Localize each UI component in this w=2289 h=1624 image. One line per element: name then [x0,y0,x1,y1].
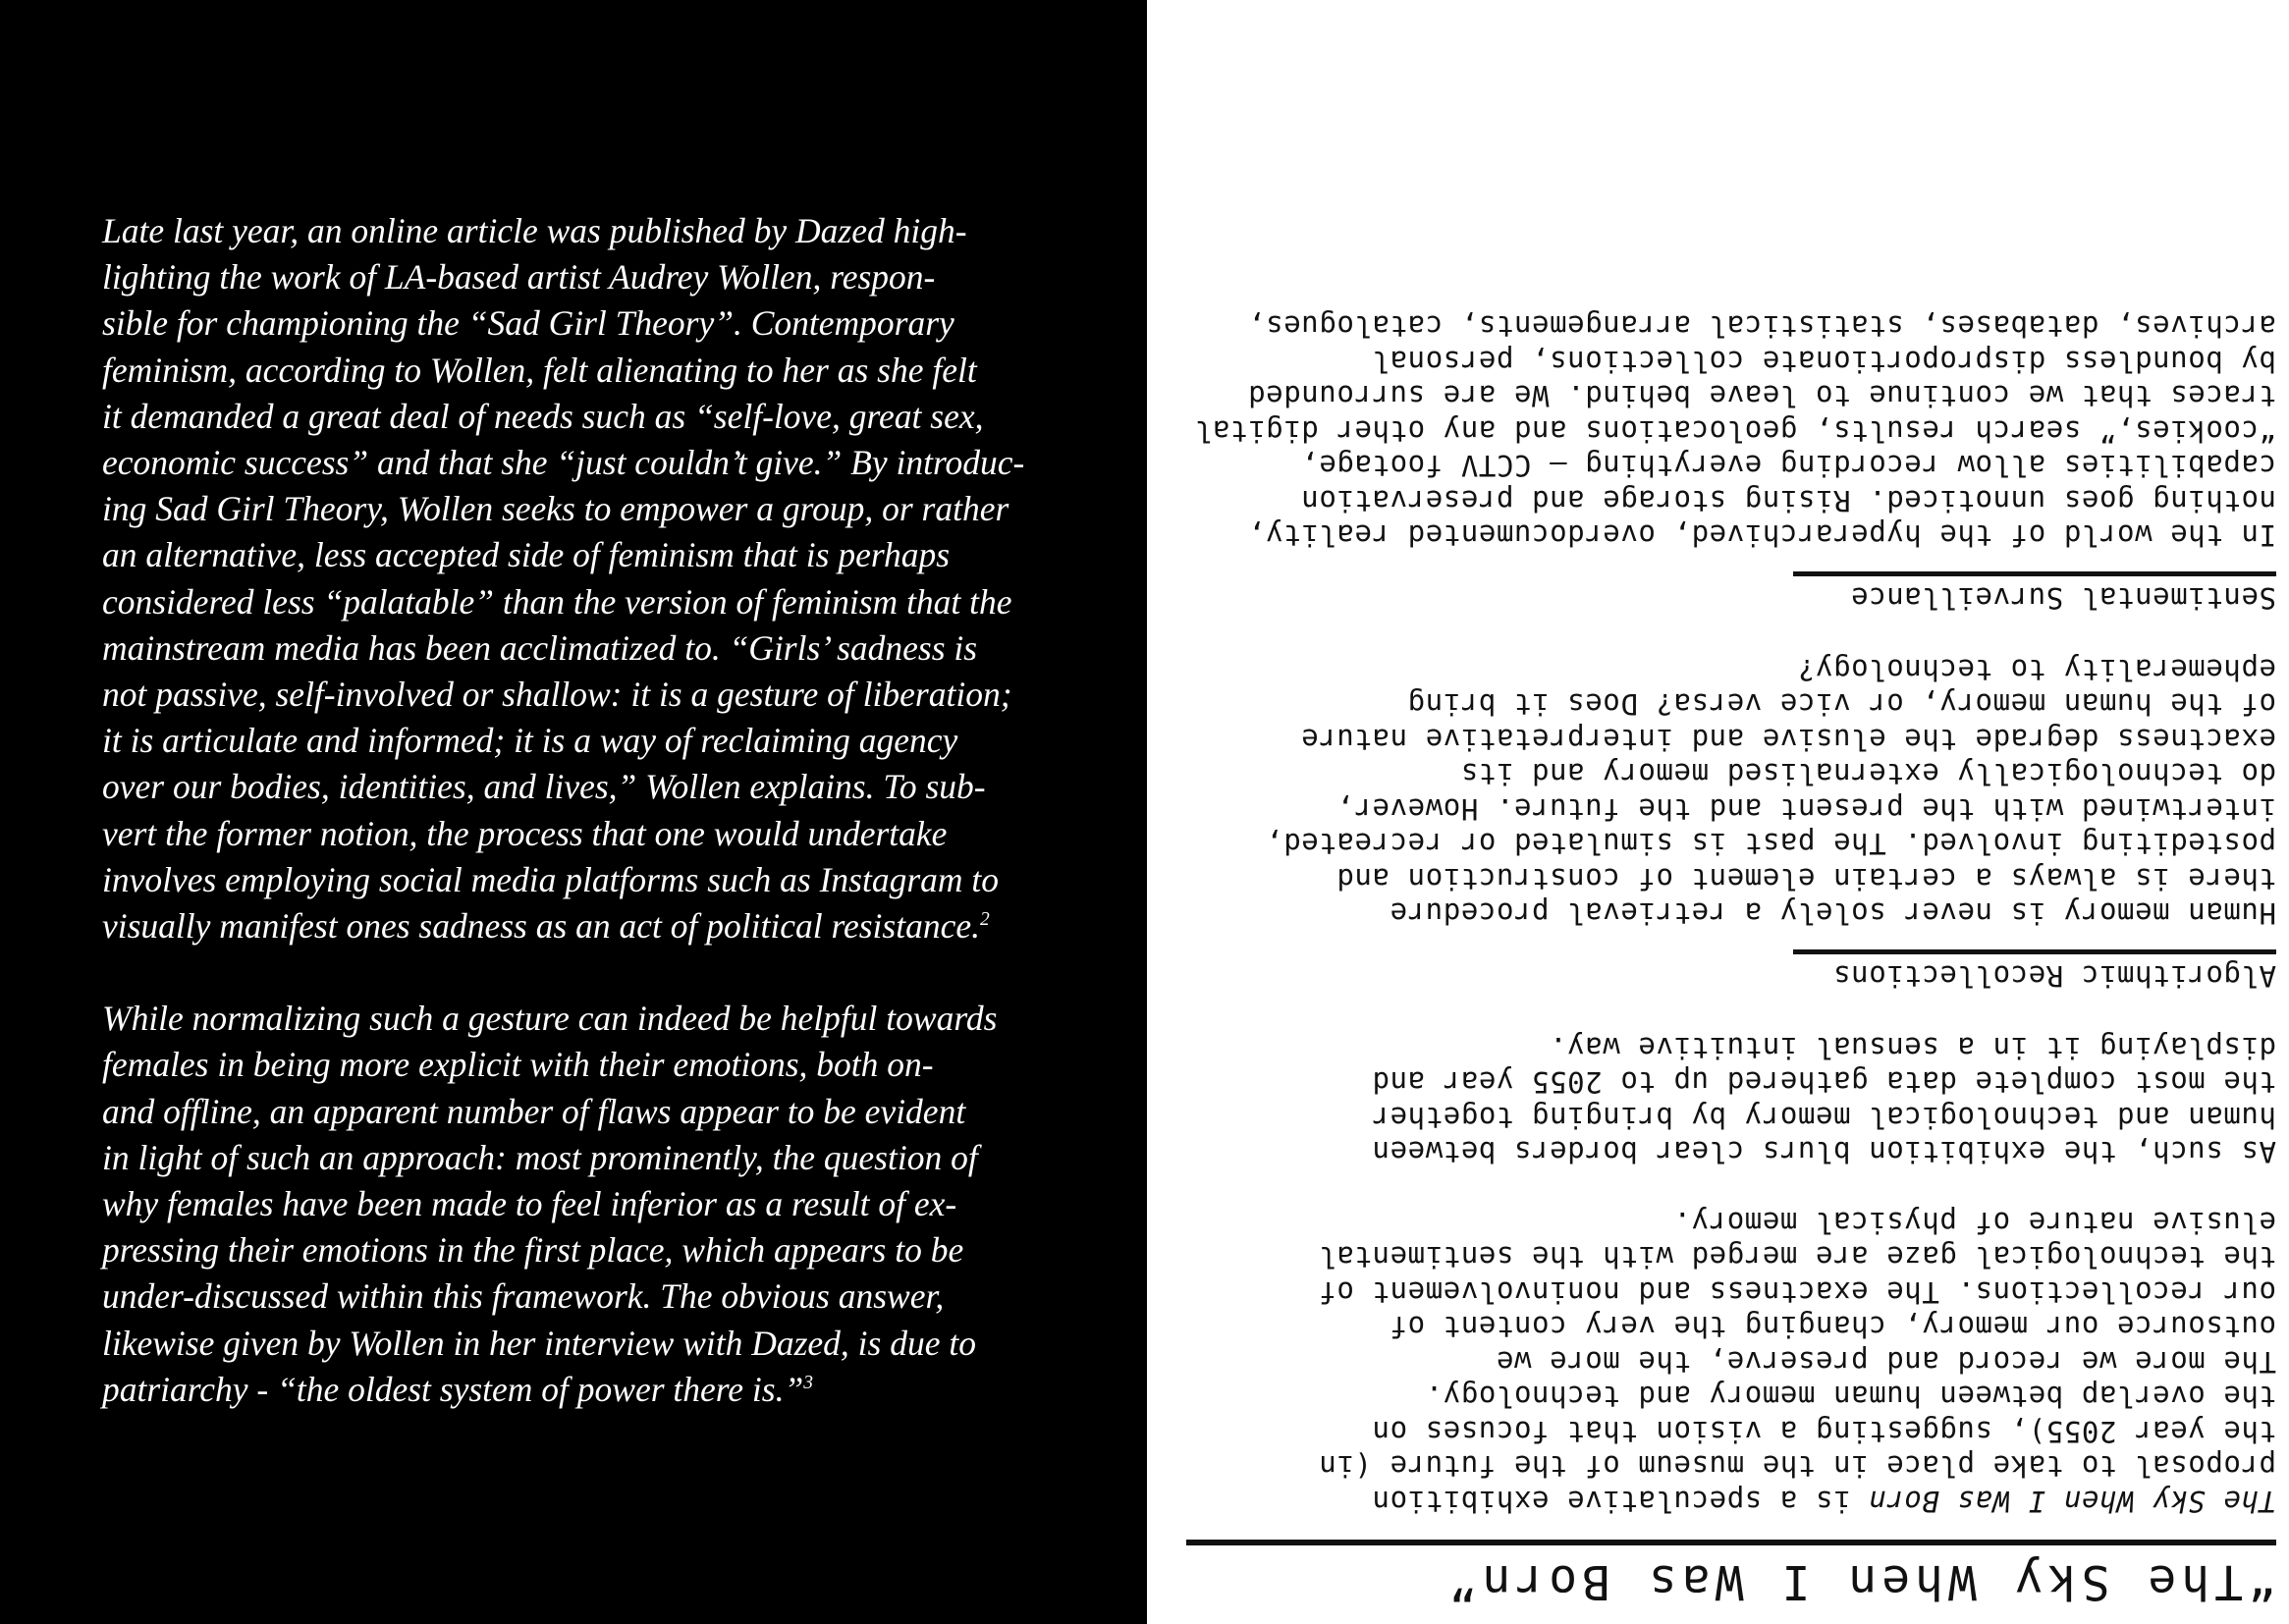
text-line: Late last year, an online article was published by Dazed high- [102,211,967,250]
paragraph-critique [102,996,1084,1413]
spacer [1167,553,2276,572]
right-page [1147,0,2289,1624]
intro-paragraph [1167,1205,2276,1519]
footnote-marker: 3 [803,1373,813,1394]
section-sentimental-surveillance-text [1167,308,2276,553]
spacer [1167,931,2276,950]
text-line: there is always a certain element of construction and [1335,862,2276,895]
spacer [1167,1169,2276,1205]
text-line: considered less “palatable” than the version of feminism that the [102,581,1012,622]
text-line: In the world of the hyperarchived, overdocumented reality, [1247,518,2276,553]
text-line: it is articulate and informed; it is a way of reclaiming agency [102,721,958,761]
text-line: visually manifest ones sadness as an act of political resistance. [102,906,980,947]
text-line: elusive nature of physical memory. [1672,1206,2276,1239]
text-line: the year 2055), suggesting a vision that focuses on [1371,1415,2276,1448]
text-line: ephemerality to technology? [1797,653,2276,686]
text-line: sible for championing the “Sad Girl Theory”. Contemporary [102,303,954,344]
text-line-with-footnote [102,903,1084,949]
text-line: the overlap between human memory and technology. [1425,1380,2276,1414]
text-line: outsource our memory, changing the very content of [1390,1310,2276,1344]
text-line: over our bodies, identities, and lives,” Wollen explains. To sub- [102,767,986,807]
text-line: displaying it in a sensual intuitive way. [1549,1031,2276,1064]
italic-title-reference: The Sky When I Was Born [1868,1485,2276,1518]
text-line: “cookies,” search results, geolocations and any other digital [1194,414,2276,448]
text-line: While normalizing such a gesture can indeed be helpful towards [102,999,998,1039]
text-line: feminism, according to Wollen, felt alienating to her as she felt [102,350,977,390]
text-line: postediting involved. The past is simulated or recreated, [1265,827,2276,861]
section-heading-sentimental-surveillance: Sentimental Surveillance [1793,572,2276,617]
text-line: not passive, self-involved or shallow: it is a gesture of liberation; [102,675,1012,715]
text-line: by boundless disproportionate collections, personal [1371,345,2276,378]
text-line: archives, databases, statistical arrangements, catalogues, [1247,309,2276,344]
text-line: do technologically externalised memory and its [1460,757,2276,791]
text-line: exactness degrade the elusive and interpretative nature [1300,723,2276,756]
text-line: capabilities allow recording everything — CCTV footage, [1300,449,2276,483]
text-line: likewise given by Wollen in her interview with Dazed, is due to [102,1323,976,1363]
text-line: vert the former notion, the process that one would undertake [102,813,948,853]
footnote-marker: 2 [979,909,990,931]
text-line: lighting the work of LA-based artist Audrey Wollen, respon- [102,257,936,298]
text-line: traces that we continue to leave behind. We are surrounded [1247,379,2276,413]
text-line: females in being more explicit with their emotions, both on- [102,1045,934,1085]
text-line: As such, the exhibition blurs clear borders between [1371,1135,2276,1169]
paragraph-sad-girl-theory [102,208,1084,949]
text-line: of the human memory, or vice versa? Does it bring [1407,687,2276,722]
section-heading-algorithmic-recollections: Algorithmic Recollections [1793,950,2276,995]
text-line: mainstream media has been acclimatized to. “Girls’ sadness is [102,627,978,668]
text-line: the most complete data gathered up to 2055 year and [1371,1065,2276,1100]
text-line: pressing their emotions in the first place, which appears to be [102,1230,964,1271]
text-line [1167,1484,2276,1519]
text-line: why females have been made to feel inferior as a result of ex- [102,1184,957,1224]
text-line: Human memory is never solely a retrieval procedure [1390,896,2276,931]
text-line: under-discussed within this framework. The obvious answer, [102,1276,945,1317]
left-page-text [102,208,1084,1413]
text-line: The more we record and preserve, the more we [1496,1345,2276,1379]
text-line: proposal to take place in the museum of the future (in [1318,1449,2276,1484]
text-line: economic success” and that she “just couldn’t give.” By introduc- [102,443,1025,483]
text-line: intertwined with the present and the future. However, [1335,792,2276,826]
text-line: in light of such an approach: most prominently, the question of [102,1137,978,1177]
text-line: the technological gaze are merged with the sentimental [1318,1240,2276,1274]
text-line: involves employing social media platforms such as Instagram to [102,859,1000,899]
text-line: and offline, an apparent number of flaws appear to be evident [102,1091,966,1131]
right-page-text [1167,308,2276,1612]
text-line: an alternative, less accepted side of feminism that is perhaps [102,535,951,575]
right-page-rotated-content [1147,0,2289,1624]
text-line: patriarchy - “the oldest system of power there is.” [102,1369,804,1409]
text-line-with-footnote [102,1367,1084,1413]
exhibition-paragraph [1167,1030,2276,1169]
text-fragment: is a speculative exhibition [1371,1485,1869,1518]
text-line: it demanded a great deal of needs such as “self-love, great sex, [102,396,984,436]
text-line: nothing goes unnoticed. Rising storage and preservation [1300,484,2276,517]
exhibition-title: “The Sky When I Was Born” [1186,1540,2276,1612]
section-algorithmic-recollections-text [1167,652,2276,931]
text-line: our recollections. The exactness and noninvolvement of [1318,1275,2276,1309]
spacer [1167,1518,2276,1540]
text-line: human and technological memory by bringing together [1371,1101,2276,1134]
spacer [1167,995,2276,1030]
spacer [1167,617,2276,652]
text-line: ing Sad Girl Theory, Wollen seeks to empower a group, or rather [102,489,1009,529]
